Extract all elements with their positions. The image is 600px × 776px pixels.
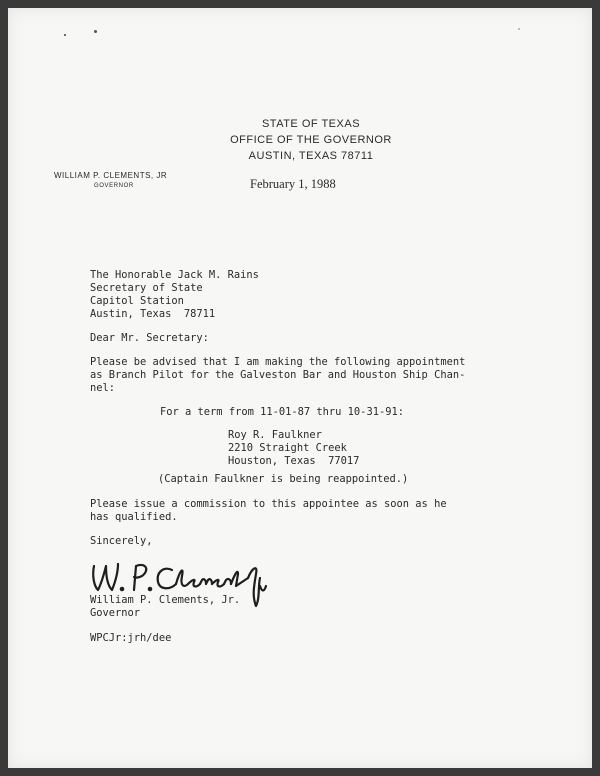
- letterhead-office: OFFICE OF THE GOVERNOR: [230, 134, 392, 146]
- closing: Sincerely,: [90, 535, 153, 547]
- term-line: For a term from 11-01-87 thru 10-31-91:: [160, 406, 404, 418]
- recipient-address-2: Austin, Texas 78711: [90, 308, 216, 320]
- letter-date: February 1, 1988: [250, 177, 336, 191]
- letter-page: [8, 8, 592, 768]
- recipient-title: Secretary of State: [90, 282, 203, 294]
- governor-name-header: WILLIAM P. CLEMENTS, JR: [54, 171, 168, 180]
- signer-title: Governor: [90, 607, 141, 619]
- letterhead-city: AUSTIN, TEXAS 78711: [248, 150, 374, 162]
- paper-speck: [64, 34, 66, 36]
- appointee-street: 2210 Straight Creek: [228, 442, 347, 454]
- body-para1-line1: Please be advised that I am making the following appointment: [90, 356, 466, 368]
- recipient-name: The Honorable Jack M. Rains: [90, 269, 259, 281]
- paper-speck: [518, 28, 520, 30]
- letterhead: [8, 116, 592, 164]
- reappointment-note: (Captain Faulkner is being reappointed.): [158, 473, 409, 485]
- body-para1-line2: as Branch Pilot for the Galveston Bar and Houston Ship Chan-: [90, 369, 466, 381]
- body-para2-line1: Please issue a commission to this appointee as soon as he: [90, 498, 447, 510]
- recipient-address-1: Capitol Station: [90, 295, 184, 307]
- signer-typed-name: William P. Clements, Jr.: [90, 594, 241, 606]
- body-para1-line3: nel:: [90, 382, 116, 394]
- paper-speck: [94, 30, 97, 33]
- reference-initials: WPCJr:jrh/dee: [90, 632, 172, 644]
- appointee-name: Roy R. Faulkner: [228, 429, 322, 441]
- governor-title-header: GOVERNOR: [94, 183, 134, 189]
- letterhead-state: STATE OF TEXAS: [261, 118, 361, 130]
- salutation: Dear Mr. Secretary:: [90, 332, 209, 344]
- body-para2-line2: has qualified.: [90, 511, 178, 523]
- appointee-city: Houston, Texas 77017: [228, 455, 360, 467]
